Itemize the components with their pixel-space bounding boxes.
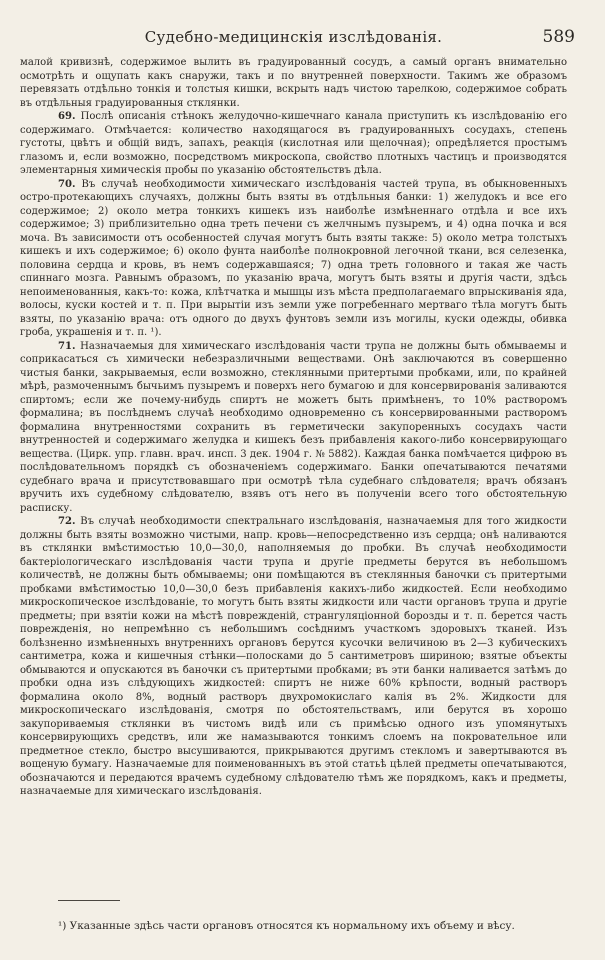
intro-paragraph: малой кривизнѣ, содержимое вылить въ градуированный сосудъ, а самый органъ внимательно осмотрѣть и ощупать какъ снаружи, такъ и по внутренней поверхности. Такимъ же образомъ перевязать отдѣльно тонкiя и толстыя кишки, вскрыть надъ чистою тарелкою, содержимое собрать въ отдѣльныя градуированныя стклянки. (20, 57, 567, 109)
footnote: ¹) Указанные здѣсь части органовъ относятся къ нормальному ихъ объему и вѣсу. (58, 920, 515, 932)
page-header (20, 27, 575, 50)
paragraph-text: Послѣ описанiя стѣнокъ желудочно-кишечнаго канала приступить къ изслѣдованiю его содержимаго. Отмѣчается: количество находящагося въ градуированныхъ сосудахъ, степень густоты, цвѣтъ и общiй видъ, запахъ, реакцiя (кислотная или щелочная); опредѣляется простымъ глазомъ и, если возможно, посредствомъ микроскопа, свойство плотныхъ частицъ и производятся элементарныя химическiя пробы по указанiю обстоятельствъ дѣла. (20, 111, 567, 176)
page-number: 589 (542, 27, 575, 47)
paragraph-71 (20, 340, 567, 516)
paragraph-number: 70. (58, 178, 76, 190)
paragraph-number: 69. (58, 111, 76, 122)
main-text (20, 56, 567, 799)
paragraph-number: 71. (58, 340, 76, 352)
paragraph-text: Назначаемыя для химическаго изслѣдованiя части трупа не должны быть обмываемы и соприкасаться съ химически небезразличными веществами. Онѣ заключаются въ совершенно чистыя банки, закрываемыя, если возможно, стеклянными притертыми пробками, или, по крайней мѣрѣ, размоченнымъ бычьимъ пузыремъ и поверхъ него бумагою и для консервированiя заливаются спиртомъ; если же почему-нибудь спиртъ не можетъ быть примѣненъ, то 10% растворомъ формалина; въ послѣднемъ случаѣ необходимо одновременно съ консервированными растворомъ формалина внутренностями сохранить въ герметически закупоренныхъ сосудахъ части внутренностей и содержимаго желудка и кишекъ безъ прибавленiя какого-либо консервирующаго вещества. (Цирк. упр. главн. врач. инсп. 3 дек. 1904 г. № 5882). Каждая банка помѣчается цифрою въ послѣдовательномъ порядкѣ съ обозначенiемъ содержимаго. Банки опечатываются печатями судебнаго врача и присутствовавшаго при осмотрѣ тѣла судебнаго слѣдователя; врачъ обязанъ вручить ихъ судебному слѣдователю, взявъ отъ него въ полученiи всего того обстоятельную расписку. (20, 340, 568, 514)
paragraph-69 (20, 110, 567, 178)
running-title: Судебно-медицинскiя изслѣдованiя. (144, 28, 443, 46)
paragraph-number: 72. (58, 516, 76, 527)
paragraph-70 (20, 178, 567, 340)
paragraph-72 (20, 515, 567, 799)
footnote-divider (58, 900, 120, 901)
paragraph-text: Въ случаѣ необходимости химическаго изслѣдованiя частей трупа, въ обыкновенныхъ остро-протекающихъ случаяхъ, должны быть взяты въ отдѣльныя банки: 1) желудокъ и все его содержимое; 2) около метра тонкихъ кишекъ изъ наиболѣе измѣненнаго отдѣла и все ихъ содержимое; 3) приблизительно одна треть печени съ желчнымъ пузыремъ, и 4) одна почка и вся моча. Въ зависимости отъ особенностей случая могутъ быть взяты также: 5) около метра толстыхъ кишекъ и ихъ содержимое; 6) около фунта наиболѣе полнокровной легочной ткани, вся селезенка, половина сердца и кровь, въ немъ содержавшаяся; 7) одна треть головного и такая же часть спиннаго мозга. Равнымъ образомъ, по указанiю врача, могутъ быть взяты и другiя части, здѣсь непоименованныя, какъ-то: кожа, клѣтчатка и мышцы изъ мѣста предполагаемаго впрыскиванiя яда, волосы, куски костей и т. п. При вырытiи изъ земли уже погребеннаго мертваго тѣла могутъ быть взяты, по указанiю врача: отъ одного до двухъ фунтовъ земли изъ могилы, куски одежды, обивка гроба, украшенiя и т. п. ¹). (20, 178, 567, 338)
paragraph-text: Въ случаѣ необходимости спектральнаго изслѣдованiя, назначаемыя для того жидкости должны быть взяты возможно чистыми, напр. кровь—непосредственно изъ сердца; онѣ наливаются въ стклянки вмѣстимостью 10,0—30,0, наполняемыя до пробки. Въ случаѣ необходимости бактерiологическаго изслѣдованiя части трупа и другiе предметы берутся въ небольшомъ количествѣ, не должны быть обмываемы; они помѣщаются въ стеклянныя баночки съ притертыми пробками вмѣстимостью 10,0—30,0 безъ прибавленiя какихъ-либо жидкостей. Если необходимо микроскопическое изслѣдованiе, то могутъ быть взяты жидкости или части органовъ трупа и другiе предметы; при взятiи кожи на мѣстѣ поврежденiй, странгуляцiонной борозды и т. п. берется часть поврежденiя, но непремѣнно съ небольшимъ сосѣднимъ участкомъ здоровыхъ тканей. Изъ болѣзненно измѣненныхъ внутреннихъ органовъ берутся кусочки величиною въ 2—3 кубическихъ сантиметра, кожа и кишечныя стѣнки—полосками до 5 сантиметровъ шириною; взятые объекты обмываются и опускаются въ баночки съ притертыми пробками; въ эти банки наливается затѣмъ до пробки одна изъ слѣдующихъ жидкостей: спиртъ не ниже 60% крѣпости, водный растворъ формалина около 8%, водный растворъ двухромокислаго калiя въ 2%. Жидкости для микроскопическаго изслѣдованiя, смотря по обстоятельствамъ, или берутся въ хорошо закупориваемыя стклянки въ чистомъ видѣ или съ примѣсью одного изъ упомянутыхъ консервирующихъ средствъ, или же намазываются тонкимъ слоемъ на покровательное или предметное стекло, быстро высушиваются, прикрываются другимъ стекломъ и завертываются въ вощеную бумагу. Назначаемые для поименованныхъ въ этой статьѣ цѣлей предметы опечатываются, обозначаются и передаются врачемъ судебному слѣдователю тѣмъ же порядкомъ, какъ и предметы, назначаемые для химическаго изслѣдованiя. (20, 516, 568, 797)
